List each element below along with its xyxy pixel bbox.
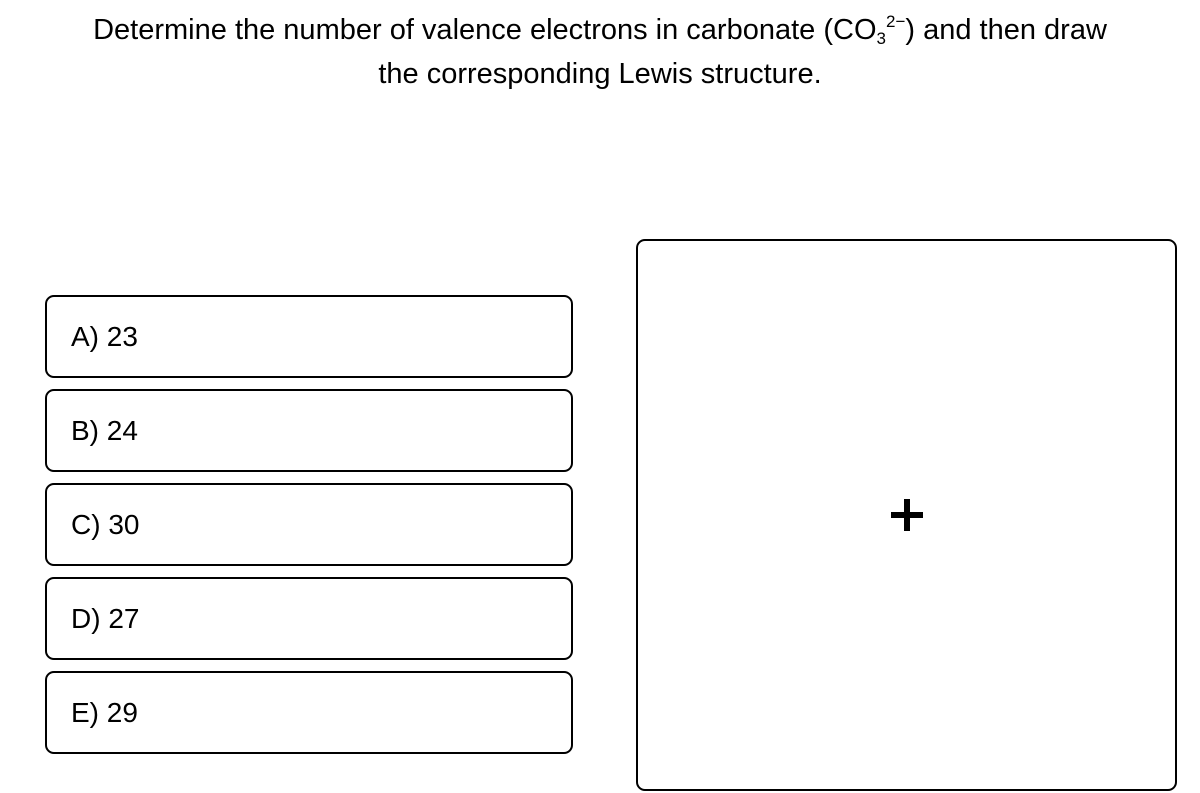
choice-b-button[interactable] [45, 389, 573, 472]
choice-e-label: E) 29 [71, 696, 138, 728]
question-line2: the corresponding Lewis structure. [378, 58, 822, 90]
choice-a-label: A) 23 [71, 320, 138, 352]
formula-subscript: 3 [876, 29, 886, 48]
formula-superscript: 2− [885, 12, 906, 31]
choice-e-button[interactable] [45, 671, 573, 754]
question-text [0, 8, 1200, 96]
plus-icon[interactable] [889, 497, 925, 533]
question-line1-end: ) and then draw [905, 14, 1107, 46]
lewis-structure-drawing-area[interactable] [636, 239, 1177, 791]
answer-choices [45, 295, 575, 765]
choice-c-button[interactable] [45, 483, 573, 566]
choice-d-label: D) 27 [71, 602, 140, 634]
question-line1-start: Determine the number of valence electrons in carbonate (CO [93, 14, 877, 46]
choice-a-button[interactable] [45, 295, 573, 378]
choice-d-button[interactable] [45, 577, 573, 660]
choice-b-label: B) 24 [71, 414, 138, 446]
choice-c-label: C) 30 [71, 508, 140, 540]
